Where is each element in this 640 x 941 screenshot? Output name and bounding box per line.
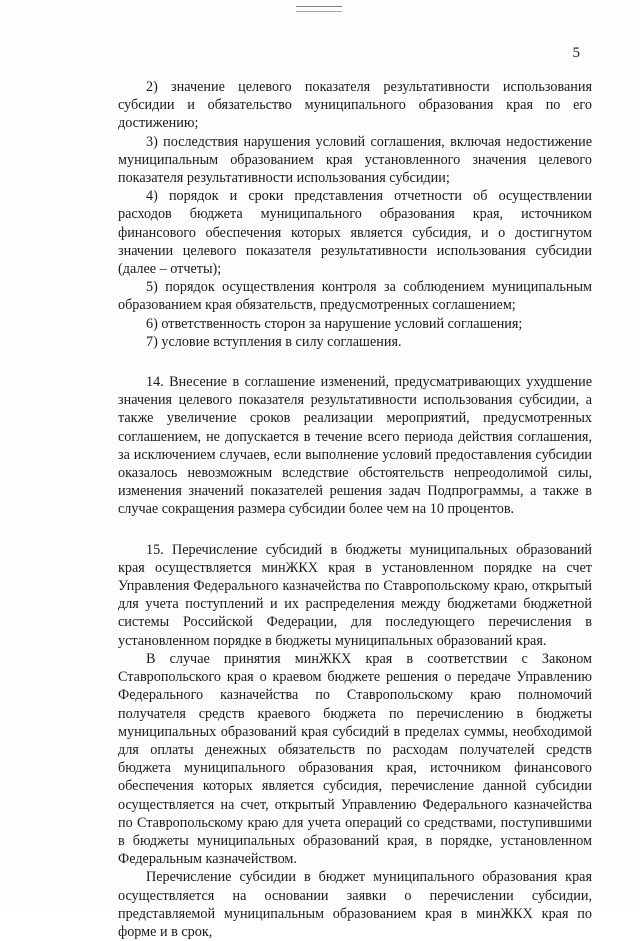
- header-scan-mark: [296, 6, 342, 12]
- section-15-paragraph-2: В случае принятия минЖКХ края в соответствии с Законом Ставропольского края о краевом бюджете решения о передаче Управлению Федерального казначейства по Ставропольскому краю полномочий получателя средств краевого бюджета по перечислению в бюджеты муниципальных образований края субсидий в пределах суммы, необходимой для оплаты денежных обязательств по расходам получателей средств бюджета муниципального образования края, источником финансового обеспечения которых является субсидия, перечисление данной субсидии осуществляется на счет, открытый Управлению Федерального казначейства по Ставропольскому краю для учета операций со средствами, поступившими в бюджеты муниципальных образований края, в порядке, установленном Федеральным казначейством.: [118, 650, 592, 868]
- document-body: [118, 78, 592, 941]
- section-15-paragraph-1: 15. Перечисление субсидий в бюджеты муниципальных образований края осуществляется минЖКХ края в установленном порядке на счет Управления Федерального казначейства по Ставропольскому краю, открытый для учета поступлений и их распределения между бюджетами бюджетной системы Российской Федерации, для последующего перечисления в установленном порядке в бюджеты муниципальных образований края.: [118, 541, 592, 649]
- section-14-paragraph: 14. Внесение в соглашение изменений, предусматривающих ухудшение значения целевого показателя результативности использования субсидии, а также увеличение сроков реализации мероприятий, предусмотренных соглашением, не допускается в течение всего периода действия соглашения, за исключением случаев, если выполнение условий предоставления субсидии оказалось невозможным вследствие обстоятельств непреодолимой силы, изменения значений показателей решения задач Подпрограммы, а также в случае сокращения размера субсидии более чем на 10 процентов.: [118, 374, 592, 518]
- list-item-6: 6) ответственность сторон за нарушение условий соглашения;: [146, 315, 523, 332]
- page-number: 5: [572, 45, 580, 61]
- list-item-4: 4) порядок и сроки представления отчетности об осуществлении расходов бюджета муниципального образования края, источником финансового обеспечения которых является субсидия, и о достигнутом значении целевого показателя результативности использования субсидии (далее – отчеты);: [118, 188, 592, 278]
- section-15-paragraph-3: Перечисление субсидии в бюджет муниципального образования края осуществляется на основании заявки о перечислении субсидии, представляемой муниципальным образованием края в минЖКХ края по форме и в срок,: [118, 869, 592, 940]
- list-item-2: 2) значение целевого показателя результативности использования субсидии и обязательство муниципального образования края по его достижению;: [118, 79, 592, 132]
- list-item-5: 5) порядок осуществления контроля за соблюдением муниципальным образованием края обязательств, предусмотренных соглашением;: [118, 279, 592, 314]
- list-item-3: 3) последствия нарушения условий соглашения, включая недостижение муниципальным образованием края установленного значения целевого показателя результативности использования субсидии;: [118, 133, 592, 187]
- list-item-7: 7) условие вступления в силу соглашения.: [146, 333, 402, 350]
